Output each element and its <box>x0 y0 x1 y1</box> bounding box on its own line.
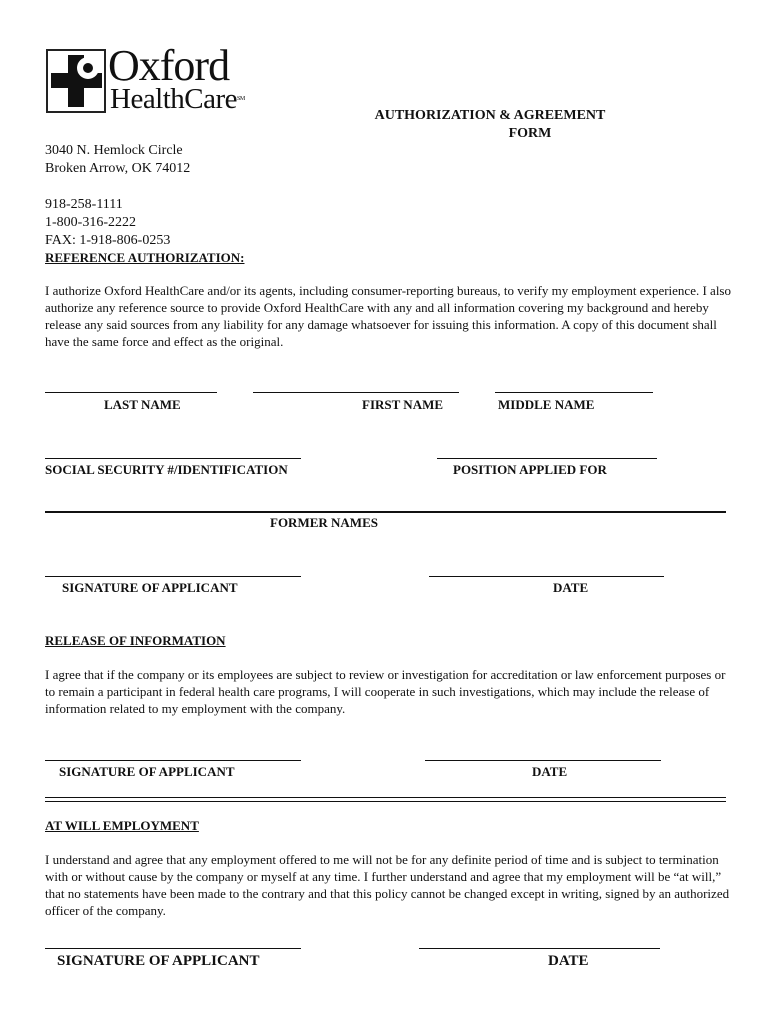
release-text: I agree that if the company or its employees are subject to review or investigation for accreditation or law enforcement purposes or to remain a participant in federal health care programs, I will cooperate in such investigations, which may include the release of information related to my employment with the company. <box>45 667 726 716</box>
date-label-2: DATE <box>532 764 568 779</box>
phone-local: 918-258-1111 <box>45 197 123 212</box>
section-divider <box>45 797 726 802</box>
former-names-field[interactable] <box>45 511 726 513</box>
signature-field-2[interactable] <box>45 760 301 761</box>
date-field-2[interactable] <box>425 760 661 761</box>
form-title-line1: AUTHORIZATION & AGREEMENT <box>374 108 606 123</box>
logo-wordmark-healthcare: HealthCare℠ <box>110 83 245 115</box>
ssn-label: SOCIAL SECURITY #/IDENTIFICATION <box>45 462 288 477</box>
former-names-label: FORMER NAMES <box>270 515 378 530</box>
middle-name-label: MIDDLE NAME <box>498 397 595 412</box>
reference-text: I authorize Oxford HealthCare and/or its agents, including consumer-reporting bureaus, to verify my employment experience. I also authorize any reference source to provide Oxford HealthCare with any and all information covering my background and hereby release any said sources from any liability for any damage whatsoever for issuing this information. A copy of this document shall have the same force and effect as the original. <box>45 283 731 349</box>
first-name-field[interactable] <box>253 392 459 393</box>
signature-field-3[interactable] <box>45 948 301 949</box>
form-title-line2: FORM <box>508 126 552 141</box>
phone-tollfree: 1-800-316-2222 <box>45 215 136 230</box>
first-name-label: FIRST NAME <box>362 397 444 412</box>
at-will-text: I understand and agree that any employment offered to me will not be for any definite period of time and is subject to termination with or without cause by the company or myself at any time. I further understand and agree that my employment will be “at will,” that no statements have been made to the contrary and that this policy cannot be changed except in writing, signed by an authorized officer of the company. <box>45 852 730 918</box>
address-city: Broken Arrow, OK 74012 <box>45 161 191 176</box>
date-field-3[interactable] <box>419 948 660 949</box>
position-label: POSITION APPLIED FOR <box>453 462 607 477</box>
last-name-field[interactable] <box>45 392 217 393</box>
sun-icon <box>77 57 99 79</box>
position-field[interactable] <box>437 458 657 459</box>
date-label-1: DATE <box>553 580 589 595</box>
date-label-3: DATE <box>548 953 589 969</box>
logo-wordmark-oxford: Oxford <box>108 41 230 90</box>
company-logo-mark <box>46 49 106 113</box>
reference-heading: REFERENCE AUTHORIZATION: <box>45 250 245 265</box>
signature-label-3: SIGNATURE OF APPLICANT <box>57 953 260 969</box>
middle-name-field[interactable] <box>495 392 653 393</box>
signature-label-1: SIGNATURE OF APPLICANT <box>62 580 238 595</box>
signature-field-1[interactable] <box>45 576 301 577</box>
at-will-heading: AT WILL EMPLOYMENT <box>45 818 199 833</box>
release-heading: RELEASE OF INFORMATION <box>45 633 226 648</box>
date-field-1[interactable] <box>429 576 664 577</box>
signature-label-2: SIGNATURE OF APPLICANT <box>59 764 235 779</box>
last-name-label: LAST NAME <box>104 397 181 412</box>
address-street: 3040 N. Hemlock Circle <box>45 143 183 158</box>
ssn-field[interactable] <box>45 458 301 459</box>
fax-number: FAX: 1-918-806-0253 <box>45 233 171 248</box>
